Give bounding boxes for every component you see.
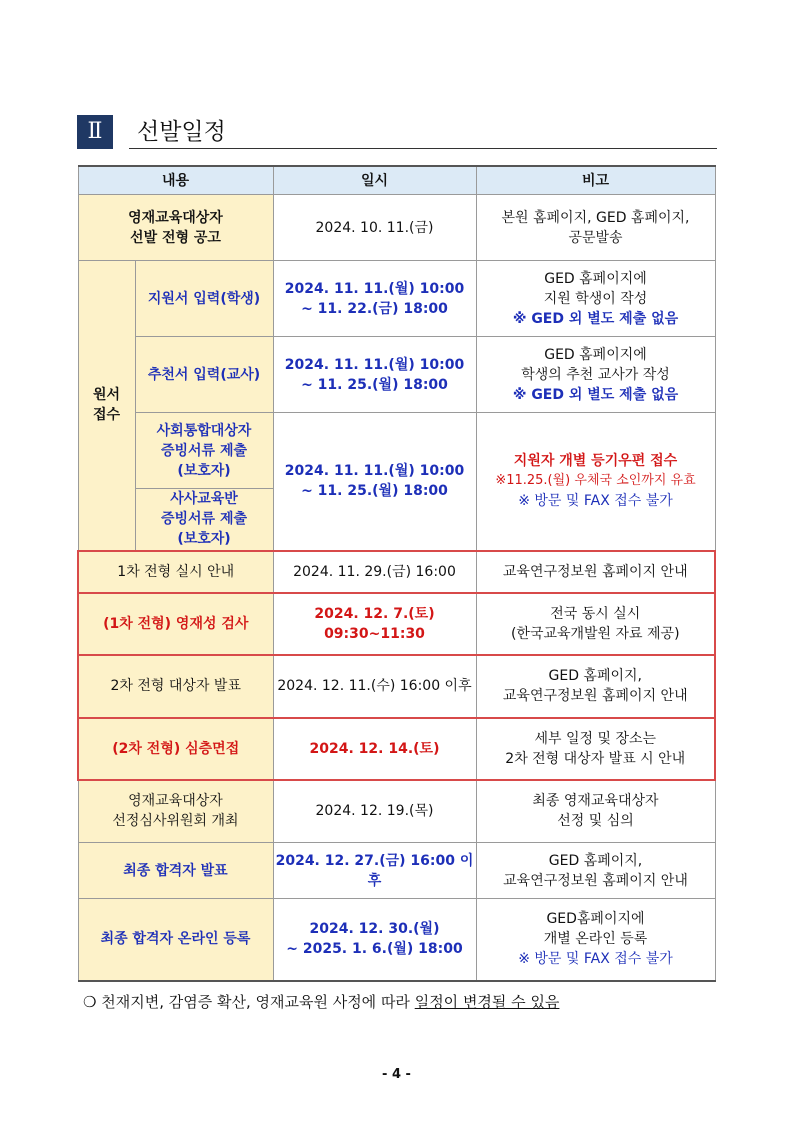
row-date: 2024. 12. 14.(토) (273, 718, 476, 780)
row-date: 2024. 12. 27.(금) 16:00 이후 (273, 843, 476, 899)
row-content: 영재교육대상자 선발 전형 공고 (78, 195, 273, 261)
table-row (78, 718, 715, 780)
header-remarks: 비고 (476, 166, 715, 195)
row-content: 최종 합격자 발표 (78, 843, 273, 899)
row-remark: 교육연구정보원 홈페이지 안내 (476, 551, 715, 593)
reception-label: 원서 접수 (78, 261, 135, 551)
row-date: 2024. 11. 29.(금) 16:00 (273, 551, 476, 593)
row-date: 2024. 12. 7.(토) 09:30~11:30 (273, 593, 476, 655)
bullet-icon: ❍ (83, 993, 97, 1011)
row-remark: 세부 일정 및 장소는 2차 전형 대상자 발표 시 안내 (476, 718, 715, 780)
table-header-row (78, 166, 715, 195)
row-remark: 본원 홈페이지, GED 홈페이지, 공문발송 (476, 195, 715, 261)
section-header (77, 115, 717, 149)
schedule-table (77, 165, 716, 982)
row-remark: GED 홈페이지, 교육연구정보원 홈페이지 안내 (476, 655, 715, 718)
row-remark: 지원자 개별 등기우편 접수 ※11.25.(월) 우체국 소인까지 유효 ※ 방문 및 FAX 접수 불가 (476, 413, 715, 551)
header-datetime: 일시 (273, 166, 476, 195)
table-row (78, 899, 715, 981)
page-number: - 4 - (382, 1067, 411, 1082)
row-content: 추천서 입력(교사) (135, 337, 273, 413)
section-number-box: Ⅱ (77, 115, 113, 149)
row-content: (1차 전형) 영재성 검사 (78, 593, 273, 655)
row-date: 2024. 12. 30.(월) ~ 2025. 1. 6.(월) 18:00 (273, 899, 476, 981)
row-remark: 전국 동시 실시 (한국교육개발원 자료 제공) (476, 593, 715, 655)
table-row (78, 593, 715, 655)
row-remark: 최종 영재교육대상자 선정 및 심의 (476, 780, 715, 843)
table-row (78, 413, 715, 489)
row-remark: GED홈페이지에 개별 온라인 등록 ※ 방문 및 FAX 접수 불가 (476, 899, 715, 981)
row-content: 사회통합대상자 증빙서류 제출 (보호자) (135, 413, 273, 489)
row-date: 2024. 10. 11.(금) (273, 195, 476, 261)
table-row (78, 195, 715, 261)
footnote-text: 천재지변, 감염증 확산, 영재교육원 사정에 따라 (101, 993, 415, 1011)
row-date: 2024. 11. 11.(월) 10:00 ~ 11. 25.(월) 18:00 (273, 413, 476, 551)
header-content: 내용 (78, 166, 273, 195)
table-row (78, 780, 715, 843)
table-row (78, 551, 715, 593)
section-underline (129, 148, 717, 149)
row-remark: GED 홈페이지에 지원 학생이 작성 ※ GED 외 별도 제출 없음 (476, 261, 715, 337)
row-content: 1차 전형 실시 안내 (78, 551, 273, 593)
row-date: 2024. 11. 11.(월) 10:00 ~ 11. 22.(금) 18:00 (273, 261, 476, 337)
table-row (78, 655, 715, 718)
row-content: 지원서 입력(학생) (135, 261, 273, 337)
row-date: 2024. 12. 11.(수) 16:00 이후 (273, 655, 476, 718)
table-row (78, 261, 715, 337)
row-content: 2차 전형 대상자 발표 (78, 655, 273, 718)
footnote (83, 991, 559, 1012)
row-content: 사사교육반 증빙서류 제출 (보호자) (135, 489, 273, 551)
row-date: 2024. 11. 11.(월) 10:00 ~ 11. 25.(월) 18:00 (273, 337, 476, 413)
row-remark: GED 홈페이지에 학생의 추천 교사가 작성 ※ GED 외 별도 제출 없음 (476, 337, 715, 413)
footnote-underlined: 일정이 변경될 수 있음 (414, 993, 560, 1011)
section-title: 선발일정 (137, 119, 226, 145)
row-date: 2024. 12. 19.(목) (273, 780, 476, 843)
row-content: 최종 합격자 온라인 등록 (78, 899, 273, 981)
row-content: (2차 전형) 심층면접 (78, 718, 273, 780)
table-row (78, 843, 715, 899)
row-content: 영재교육대상자 선정심사위원회 개최 (78, 780, 273, 843)
row-remark: GED 홈페이지, 교육연구정보원 홈페이지 안내 (476, 843, 715, 899)
table-row (78, 337, 715, 413)
